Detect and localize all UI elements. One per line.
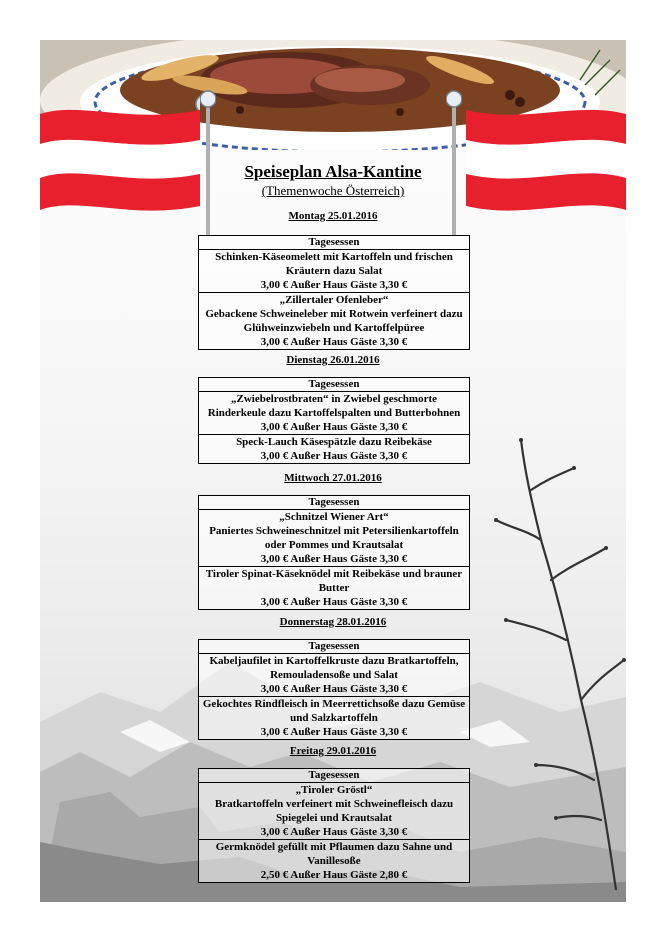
dish-price: 3,00 € Außer Haus Gäste 3,30 € bbox=[260, 336, 408, 348]
title-block bbox=[40, 162, 626, 199]
dish-item bbox=[199, 566, 469, 609]
dish-description: Germknödel gefüllt mit Pflaumen dazu Sahne und Vanillesoße bbox=[215, 841, 453, 867]
dish-price: 3,00 € Außer Haus Gäste 3,30 € bbox=[260, 826, 408, 838]
dish-description: Paniertes Schweineschnitzel mit Petersilienkartoffeln oder Pommes und Krautsalat bbox=[209, 525, 459, 551]
day-heading-thursday: Donnerstag 28.01.2016 bbox=[279, 616, 387, 628]
box-header: Tagesessen bbox=[199, 769, 469, 783]
dish-price: 3,00 € Außer Haus Gäste 3,30 € bbox=[260, 421, 408, 433]
dish-description: Gekochtes Rindfleisch in Meerrettichsoße dazu Gemüse und Salzkartoffeln bbox=[202, 698, 466, 724]
dish-item bbox=[199, 434, 469, 463]
dish-description: Kabeljaufilet in Kartoffelkruste dazu Bratkartoffeln, Remouladensoße und Salat bbox=[209, 655, 459, 681]
dish-description: Bratkartoffeln verfeinert mit Schweinefleisch dazu Spiegelei und Krautsalat bbox=[214, 798, 454, 824]
dish-name: „Tiroler Gröstl“ bbox=[295, 784, 373, 796]
dish-item bbox=[199, 654, 469, 696]
menu-box-friday bbox=[198, 768, 470, 883]
page-subtitle: (Themenwoche Österreich) bbox=[261, 183, 405, 198]
dish-item bbox=[199, 839, 469, 882]
dish-name: „Zwiebelrostbraten“ bbox=[230, 393, 329, 405]
dish-price: 3,00 € Außer Haus Gäste 3,30 € bbox=[260, 596, 408, 608]
dish-price: 3,00 € Außer Haus Gäste 3,30 € bbox=[260, 726, 408, 738]
day-heading-friday: Freitag 29.01.2016 bbox=[289, 745, 377, 757]
austria-flag-right bbox=[466, 96, 626, 226]
dish-description: Tiroler Spinat-Käseknödel mit Reibekäse und brauner Butter bbox=[205, 568, 463, 594]
box-header: Tagesessen bbox=[199, 236, 469, 250]
dish-price: 3,00 € Außer Haus Gäste 3,30 € bbox=[260, 553, 408, 565]
dish-description-text: in Zwiebel geschmorte Rinderkeule dazu Kartoffelspalten und Butterbohnen bbox=[207, 393, 461, 419]
menu-box-wednesday bbox=[198, 495, 470, 610]
dish-description bbox=[201, 392, 467, 420]
day-heading-monday: Montag 25.01.2016 bbox=[288, 210, 378, 222]
dish-price: 2,50 € Außer Haus Gäste 2,80 € bbox=[260, 869, 408, 881]
dish-item bbox=[199, 392, 469, 434]
box-header: Tagesessen bbox=[199, 640, 469, 654]
dish-item bbox=[199, 696, 469, 739]
dish-name: „Zillertaler Ofenleber“ bbox=[279, 294, 389, 306]
dish-price: 3,00 € Außer Haus Gäste 3,30 € bbox=[260, 683, 408, 695]
tree-branches-illustration bbox=[486, 420, 626, 890]
dish-description: Schinken-Käseomelett mit Kartoffeln und frischen Kräutern dazu Salat bbox=[215, 251, 453, 277]
day-heading-tuesday: Dienstag 26.01.2016 bbox=[286, 354, 380, 366]
menu-box-tuesday bbox=[198, 377, 470, 464]
austria-flag-left bbox=[40, 96, 200, 226]
dish-price: 3,00 € Außer Haus Gäste 3,30 € bbox=[260, 450, 408, 462]
menu-page bbox=[40, 40, 626, 902]
dish-item bbox=[199, 783, 469, 839]
dish-price: 3,00 € Außer Haus Gäste 3,30 € bbox=[260, 279, 408, 291]
page-title: Speiseplan Alsa-Kantine bbox=[244, 162, 422, 181]
box-header: Tagesessen bbox=[199, 378, 469, 392]
dish-item bbox=[199, 510, 469, 566]
menu-box-thursday bbox=[198, 639, 470, 740]
menu-box-monday bbox=[198, 235, 470, 350]
day-heading-wednesday: Mittwoch 27.01.2016 bbox=[284, 472, 382, 484]
dish-item bbox=[199, 250, 469, 292]
dish-name: „Schnitzel Wiener Art“ bbox=[279, 511, 389, 523]
dish-description: Speck-Lauch Käsespätzle dazu Reibekäse bbox=[236, 436, 432, 448]
dish-item bbox=[199, 292, 469, 349]
box-header: Tagesessen bbox=[199, 496, 469, 510]
dish-description: Gebackene Schweineleber mit Rotwein verfeinert dazu Glühweinzwiebeln und Kartoffelpüree bbox=[205, 308, 463, 334]
